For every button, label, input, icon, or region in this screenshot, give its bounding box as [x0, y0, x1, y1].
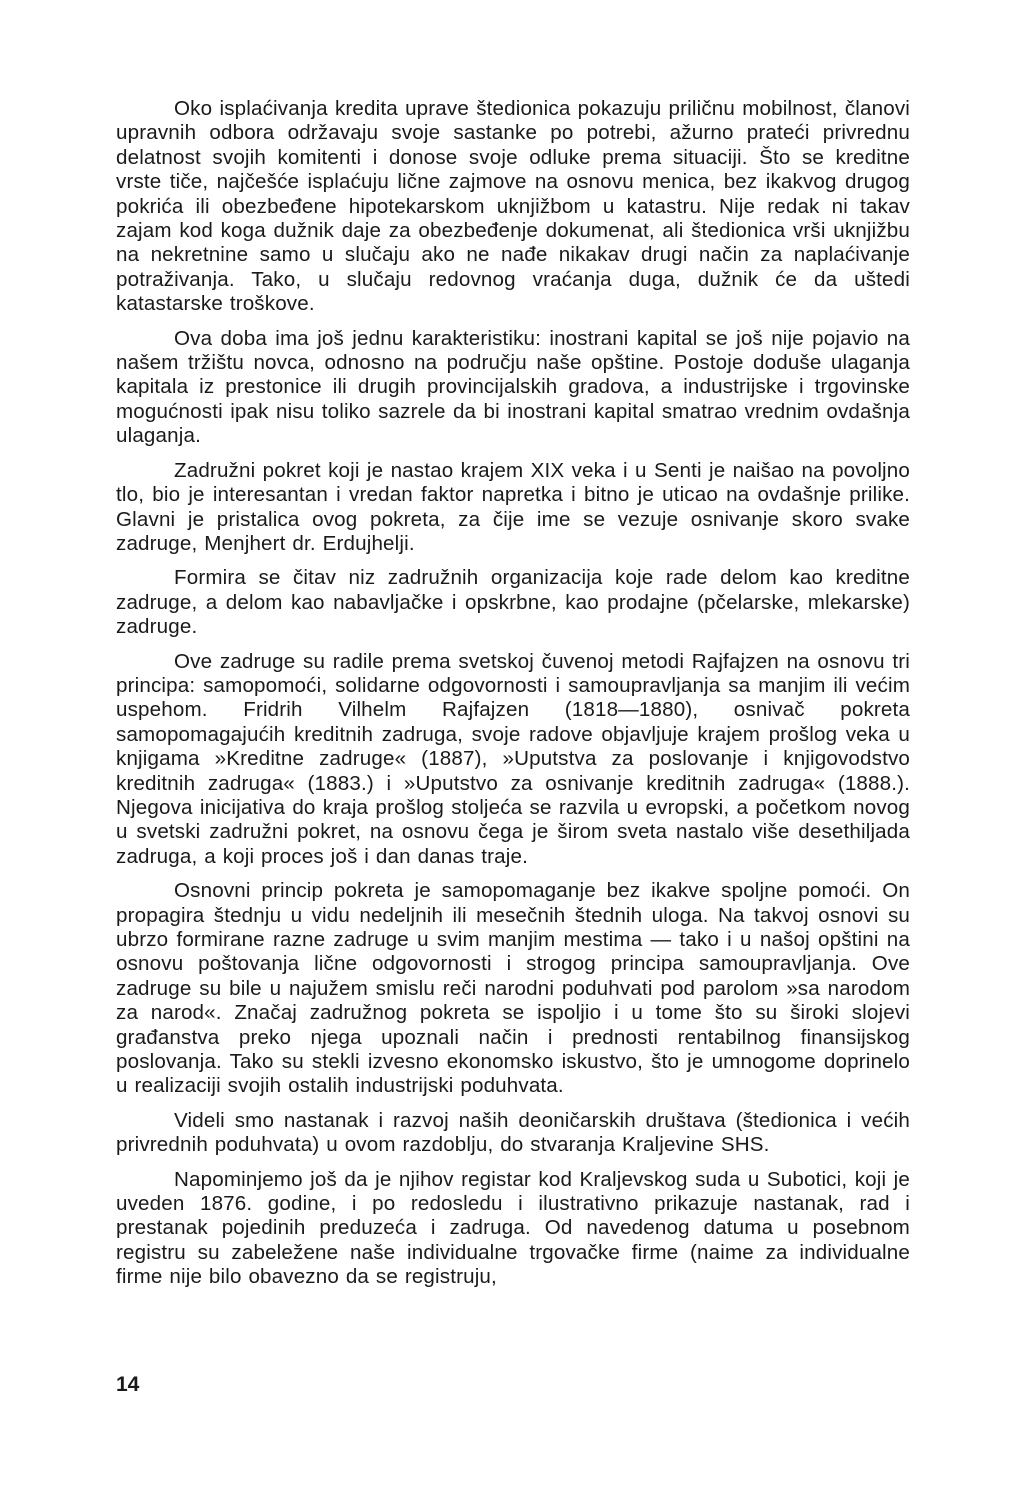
page-number: 14	[116, 1373, 140, 1396]
paragraph-6: Osnovni princip pokreta je samopomaganje bez ikakve spoljne pomoći. On propagira štednju u vidu nedeljnih ili mesečnih štednih uloga. Na takvoj osnovi su ubrzo formirane razne zadruge u svim manjim mestima — tako i u našoj opštini na osnovu poštovanja lične odgovornosti i strogog principa samoupravljanja. Ove zadruge su bile u najužem smislu reči narodni poduhvati pod parolom »sa narodom za narod«. Značaj zadružnog pokreta se ispoljio i u tome što su široki slojevi građanstva preko njega upoznali način i prednosti rentabilnog finansijskog poslovanja. Tako su stekli izvesno ekonomsko iskustvo, što je umnogome doprinelo u realizaciji svojih ostalih industrijski poduhvata.	[116, 879, 910, 1098]
body-text	[116, 97, 910, 1300]
paragraph-8: Napominjemo još da je njihov registar kod Kraljevskog suda u Subotici, koji je uveden 1876. godine, i po redosledu i ilustrativno prikazuje nastanak, rad i prestanak pojedinih preduzeća i zadruga. Od navedenog datuma u posebnom registru su zabeležene naše individualne trgovačke firme (naime za individualne firme nije bilo obavezno da se registruju,	[116, 1167, 910, 1289]
paragraph-1: Oko isplaćivanja kredita uprave štedionica pokazuju priličnu mobilnost, članovi upravnih odbora održavaju svoje sastanke po potrebi, ažurno prateći privrednu delatnost svojih komitenti i donose svoje odluke prema situaciji. Što se kreditne vrste tiče, najčešće isplaćuju lične zajmove na osnovu menica, bez ikakvog drugog pokrića ili obezbeđene hipotekarskom uknjižbom u katastru. Nije redak ni takav zajam kod koga dužnik daje za obezbeđenje dokumenat, ali štedionica vrši uknjižbu na nekretnine samo u slučaju ako ne nađe nikakav drugi način za naplaćivanje potraživanja. Tako, u slučaju redovnog vraćanja duga, dužnik će da uštedi katastarske troškove.	[116, 97, 910, 316]
paragraph-3: Zadružni pokret koji je nastao krajem XIX veka i u Senti je naišao na povoljno tlo, bio je interesantan i vredan faktor napretka i bitno je uticao na ovdašnje prilike. Glavni je pristalica ovog pokreta, za čije ime se vezuje osnivanje skoro svake zadruge, Menjhert dr. Erdujhelji.	[116, 458, 910, 555]
paragraph-7: Videli smo nastanak i razvoj naših deoničarskih društava (štedionica i većih privrednih poduhvata) u ovom razdoblju, do stvaranja Kraljevine SHS.	[116, 1108, 910, 1157]
paragraph-4: Formira se čitav niz zadružnih organizacija koje rade delom kao kreditne zadruge, a delom kao nabavljačke i opskrbne, kao prodajne (pčelarske, mlekarske) zadruge.	[116, 566, 910, 639]
paragraph-5: Ove zadruge su radile prema svetskoj čuvenoj metodi Rajfajzen na osnovu tri principa: samopomoći, solidarne odgovornosti i samoupravljanja sa manjim ili većim uspehom. Fridrih Vilhelm Rajfajzen (1818—1880), osnivač pokreta samopomagajućih kreditnih zadruga, svoje radove objavljuje krajem prošlog veka u knjigama »Kreditne zadruge« (1887), »Uputstva za poslovanje i knjigovodstvo kreditnih zadruga« (1883.) i »Uputstvo za osnivanje kreditnih zadruga« (1888.). Njegova inicijativa do kraja prošlog stoljeća se razvila u evropski, a početkom novog u svetski zadružni pokret, na osnovu čega je širom sveta nastalo više desethiljada zadruga, a koji proces još i dan danas traje.	[116, 649, 910, 868]
paragraph-2: Ova doba ima još jednu karakteristiku: inostrani kapital se još nije pojavio na našem tržištu novca, odnosno na području naše opštine. Postoje doduše ulaganja kapitala iz prestonice ili drugih provincijalskih gradova, a industrijske i trgovinske mogućnosti ipak nisu toliko sazrele da bi inostrani kapital smatrao vrednim ovdašnja ulaganja.	[116, 326, 910, 448]
